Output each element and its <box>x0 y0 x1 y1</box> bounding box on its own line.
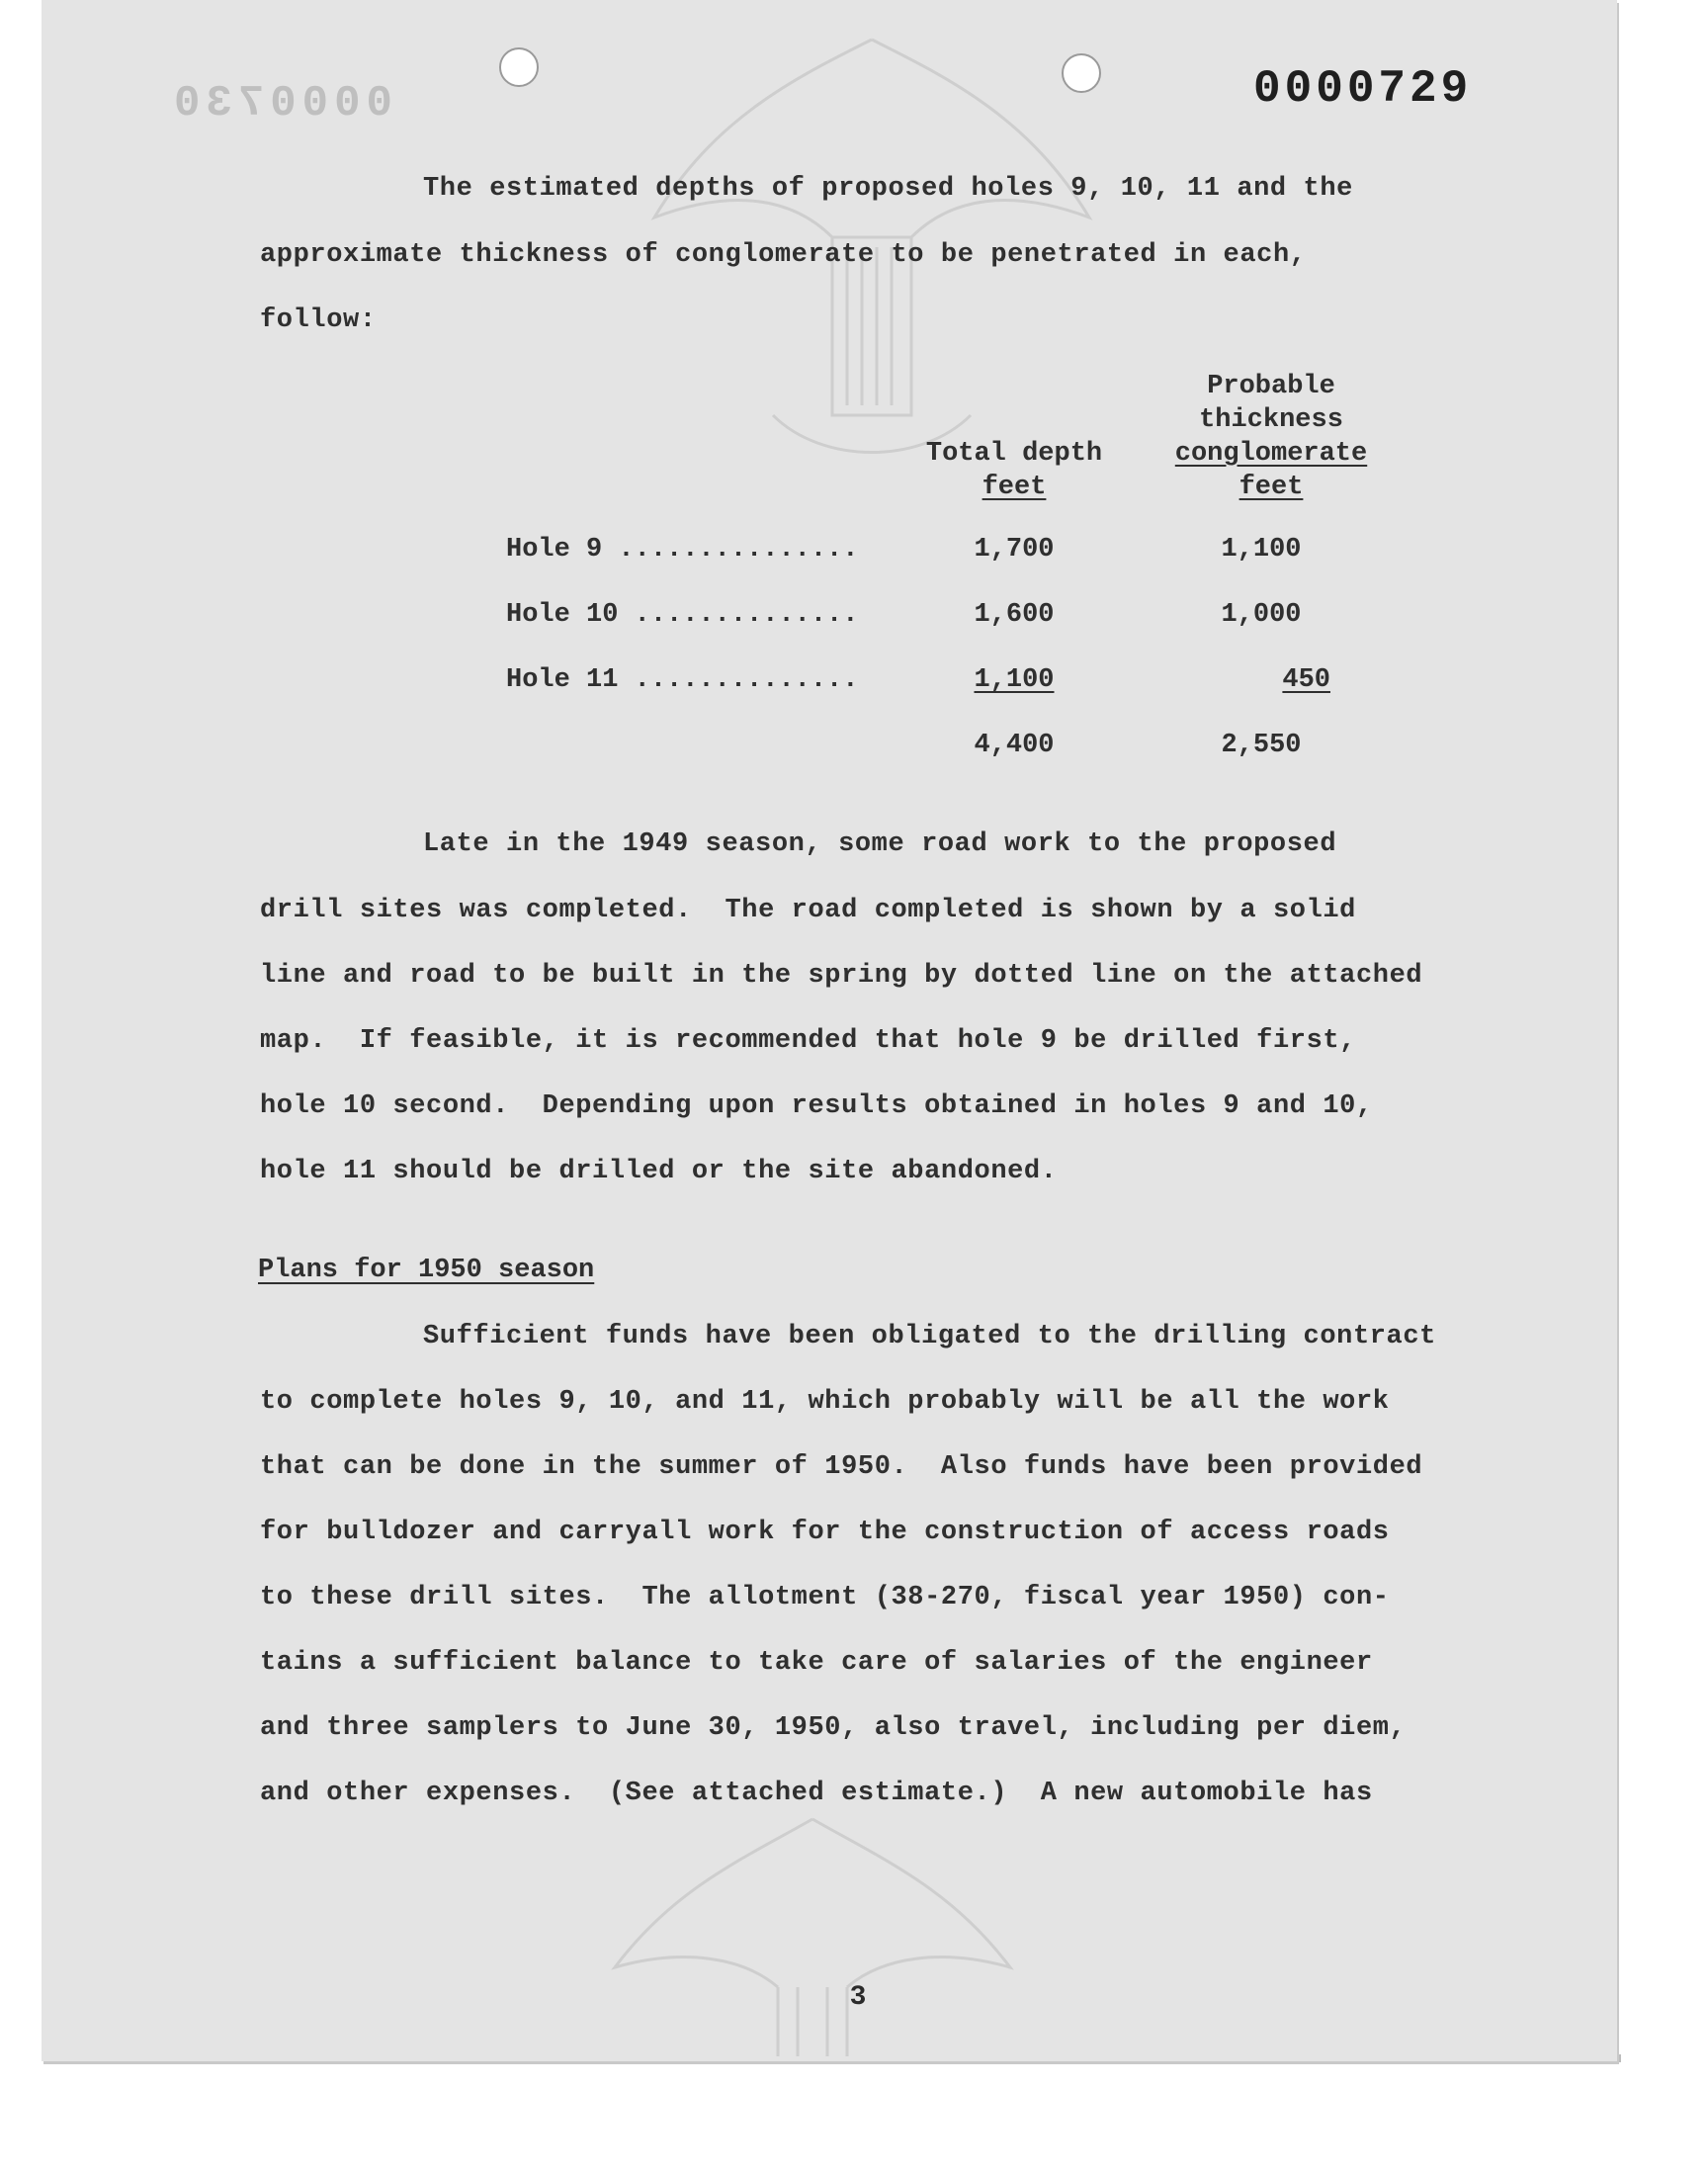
table-cell-depth: 1,100 <box>974 665 1055 695</box>
header-line: feet <box>982 473 1047 502</box>
table-row-label: Hole 9 ............... <box>506 535 859 565</box>
table-row-label: Hole 11 .............. <box>506 665 859 695</box>
header-line: feet <box>1238 473 1304 502</box>
header-line: conglomerate <box>1174 439 1368 469</box>
table-row-label: Hole 10 .............. <box>506 600 859 630</box>
paragraph-2-line: Late in the 1949 season, some road work to the proposed <box>423 829 1337 859</box>
table-total-thickness: 2,550 <box>1221 731 1302 760</box>
paragraph-3-line: that can be done in the summer of 1950. Also funds have been provided <box>260 1452 1423 1482</box>
table-cell-depth: 1,700 <box>974 535 1055 565</box>
paragraph-2-line: hole 10 second. Depending upon results obtained in holes 9 and 10, <box>260 1091 1373 1121</box>
table-total-depth: 4,400 <box>974 731 1055 760</box>
table-cell-thickness: 450 <box>1282 665 1330 695</box>
section-heading: Plans for 1950 season <box>258 1256 595 1285</box>
eagle-seal-watermark-lower <box>555 1799 1069 2056</box>
intro-line-2: approximate thickness of conglomerate to be penetrated in each, <box>260 240 1307 270</box>
punch-hole-left <box>499 47 539 87</box>
paragraph-2-line: drill sites was completed. The road completed is shown by a solid <box>260 896 1356 925</box>
header-line: Total depth <box>925 439 1103 469</box>
table-cell-thickness: 1,100 <box>1221 535 1302 565</box>
paragraph-2-line: line and road to be built in the spring by dotted line on the attached <box>260 961 1423 991</box>
paragraph-2-line: map. If feasible, it is recommended that hole 9 be drilled first, <box>260 1026 1356 1056</box>
bleed-through-stamp: 0000730 <box>168 79 392 129</box>
document-stamp-number: 0000729 <box>1253 63 1473 115</box>
paragraph-3-line: to complete holes 9, 10, and 11, which probably will be all the work <box>260 1387 1390 1417</box>
table-cell-depth: 1,600 <box>974 600 1055 630</box>
page-number: 3 <box>849 1982 867 2013</box>
paragraph-3-line: and three samplers to June 30, 1950, also travel, including per diem, <box>260 1713 1407 1743</box>
table-header-probable <box>1143 370 1400 504</box>
paragraph-3-line: to these drill sites. The allotment (38-270, fiscal year 1950) con- <box>260 1583 1390 1612</box>
header-line: thickness <box>1199 405 1343 435</box>
table-cell-thickness: 1,000 <box>1221 600 1302 630</box>
intro-line-1: The estimated depths of proposed holes 9, 10, 11 and the <box>423 174 1353 204</box>
paragraph-3-line: and other expenses. (See attached estimate.) A new automobile has <box>260 1779 1373 1808</box>
document-page <box>42 0 1617 2061</box>
paragraph-3-line: Sufficient funds have been obligated to the drilling contract <box>423 1322 1436 1351</box>
header-line: Probable <box>1207 372 1335 401</box>
paragraph-2-line: hole 11 should be drilled or the site abandoned. <box>260 1157 1058 1186</box>
table-header-total-depth <box>896 437 1133 504</box>
paragraph-3-line: for bulldozer and carryall work for the construction of access roads <box>260 1518 1390 1547</box>
punch-hole-right <box>1062 53 1101 93</box>
intro-line-3: follow: <box>260 305 377 335</box>
paragraph-3-line: tains a sufficient balance to take care of salaries of the engineer <box>260 1648 1373 1678</box>
